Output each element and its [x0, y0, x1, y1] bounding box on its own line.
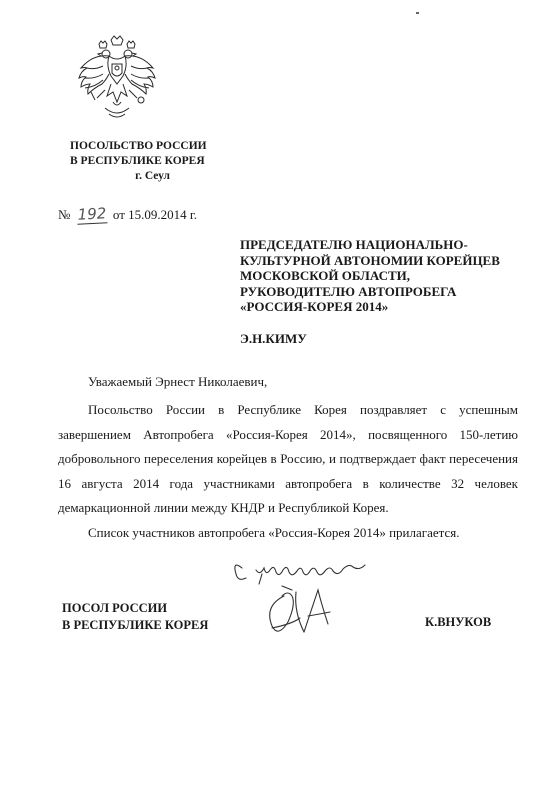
signer-title-line1: ПОСОЛ РОССИИ [62, 601, 168, 615]
document-number: 192 [76, 204, 107, 224]
document-date: от 15.09.2014 г. [112, 207, 198, 222]
salutation: Уважаемый Эрнест Николаевич, [88, 374, 268, 389]
signer-title-line2: В РЕСПУБЛИКЕ КОРЕЯ [62, 618, 209, 632]
addressee-line: РУКОВОДИТЕЛЮ АВТОПРОБЕГА [240, 283, 457, 299]
coat-of-arms-icon [75, 34, 159, 124]
document-reference [58, 205, 197, 224]
handwritten-signature-icon [226, 548, 396, 648]
letter-body [58, 398, 518, 545]
scan-mark [416, 12, 419, 14]
signer-name: К.ВНУКОВ [425, 615, 492, 629]
recipient-name: Э.Н.КИМУ [240, 331, 307, 346]
body-paragraph: Посольство России в Республике Корея поздравляет с успешным завершением Автопробега «Россия-Корея 2014», посвященного 150-летию добровольного переселения корейцев в Россию, и подтверждает факт пересечения 16 августа 2014 года участниками автопробега в количестве 32 человек демаркационной линии между КНДР и Республикой Корея. [58, 402, 518, 515]
embassy-name-line2: В РЕСПУБЛИКЕ КОРЕЯ [70, 155, 205, 167]
signer-title [62, 600, 208, 634]
embassy-header [70, 139, 220, 184]
addressee-line: МОСКОВСКОЙ ОБЛАСТИ, [240, 268, 411, 283]
number-label: № [58, 207, 71, 222]
body-paragraph: Список участников автопробега «Россия-Корея 2014» прилагается. [88, 524, 460, 540]
addressee-line: ПРЕДСЕДАТЕЛЮ НАЦИОНАЛЬНО- [240, 237, 468, 252]
addressee-block [240, 237, 530, 315]
addressee-line: КУЛЬТУРНОЙ АВТОНОМИИ КОРЕЙЦЕВ [240, 252, 500, 268]
addressee-line: «РОССИЯ-КОРЕЯ 2014» [240, 299, 389, 314]
embassy-name-line1: ПОСОЛЬСТВО РОССИИ [70, 140, 207, 152]
embassy-city: г. Сеул [135, 170, 170, 182]
